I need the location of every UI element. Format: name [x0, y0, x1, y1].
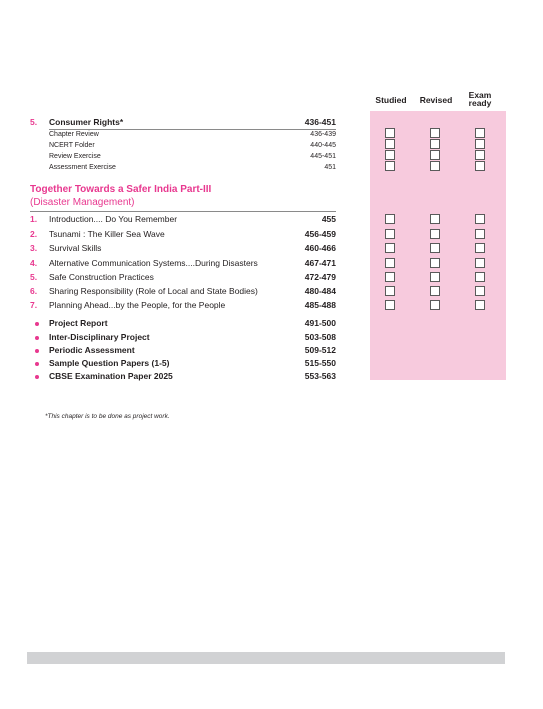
progress-checkbox[interactable] — [475, 286, 485, 296]
progress-checkbox[interactable] — [385, 214, 395, 224]
progress-checkbox[interactable] — [430, 150, 440, 160]
column-header-studied: Studied — [375, 95, 407, 105]
unit-pages: 460-466 — [304, 243, 336, 253]
extra-title: CBSE Examination Paper 2025 — [49, 371, 173, 381]
bullet-icon — [35, 372, 39, 376]
unit-pages: 472-479 — [304, 272, 336, 282]
part-title: Together Towards a Safer India Part-III — [30, 184, 212, 195]
sub-topic-row[interactable] — [49, 164, 336, 174]
progress-checkbox[interactable] — [475, 139, 485, 149]
unit-title: Sharing Responsibility (Role of Local and State Bodies) — [49, 286, 258, 296]
progress-checkbox[interactable] — [385, 150, 395, 160]
unit-pages: 485-488 — [304, 300, 336, 310]
extra-title: Project Report — [49, 318, 108, 328]
chapter-5-pages: 436-451 — [304, 117, 336, 127]
unit-pages: 480-484 — [304, 286, 336, 296]
unit-row[interactable] — [30, 229, 336, 241]
unit-number: 1. — [30, 214, 38, 224]
column-header-revised: Revised — [419, 95, 453, 105]
progress-checkbox[interactable] — [385, 161, 395, 171]
progress-checkbox[interactable] — [385, 243, 395, 253]
sub-topic-row[interactable] — [49, 153, 336, 163]
progress-checkbox[interactable] — [430, 272, 440, 282]
part-divider — [30, 211, 336, 212]
chapter-5-divider — [49, 129, 336, 130]
chapter-5-title: Consumer Rights* — [49, 117, 124, 127]
unit-row[interactable] — [30, 272, 336, 284]
sub-topic-title: Assessment Exercise — [49, 164, 116, 171]
progress-checkbox[interactable] — [430, 300, 440, 310]
unit-number: 2. — [30, 229, 38, 239]
progress-checkbox[interactable] — [475, 214, 485, 224]
unit-row[interactable] — [30, 214, 336, 226]
extra-pages: 491-500 — [304, 318, 336, 328]
unit-row[interactable] — [30, 300, 336, 312]
unit-title: Planning Ahead...by the People, for the People — [49, 300, 226, 310]
progress-checkbox[interactable] — [430, 243, 440, 253]
extra-title: Periodic Assessment — [49, 345, 135, 355]
bullet-icon — [35, 319, 39, 323]
extra-row[interactable] — [30, 332, 336, 344]
unit-number: 4. — [30, 258, 38, 268]
unit-row[interactable] — [30, 286, 336, 298]
extra-pages: 509-512 — [304, 345, 336, 355]
progress-checkbox[interactable] — [430, 229, 440, 239]
progress-checkbox[interactable] — [385, 286, 395, 296]
progress-checkbox[interactable] — [430, 161, 440, 171]
progress-checkbox[interactable] — [430, 286, 440, 296]
column-header-exam-line2: ready — [468, 98, 492, 108]
sub-topic-row[interactable] — [49, 142, 336, 152]
progress-checkbox[interactable] — [430, 258, 440, 268]
progress-checkbox[interactable] — [475, 243, 485, 253]
sub-topic-pages: 436-439 — [310, 131, 336, 138]
extra-pages: 553-563 — [304, 371, 336, 381]
unit-row[interactable] — [30, 243, 336, 255]
unit-title: Survival Skills — [49, 243, 102, 253]
progress-checkbox[interactable] — [385, 128, 395, 138]
chapter-5-number: 5. — [30, 117, 38, 127]
unit-title: Safe Construction Practices — [49, 272, 154, 282]
sub-topic-pages: 445-451 — [310, 153, 336, 160]
sub-topic-title: Review Exercise — [49, 153, 101, 160]
progress-checkbox[interactable] — [385, 139, 395, 149]
sub-topic-pages: 440-445 — [310, 142, 336, 149]
part-subtitle: (Disaster Management) — [30, 197, 135, 208]
progress-checkbox[interactable] — [475, 272, 485, 282]
sub-topic-pages: 451 — [324, 164, 336, 171]
extra-title: Inter-Disciplinary Project — [49, 332, 150, 342]
progress-checkbox[interactable] — [430, 139, 440, 149]
extra-row[interactable] — [30, 358, 336, 370]
progress-checkbox[interactable] — [385, 229, 395, 239]
sub-topic-title: Chapter Review — [49, 131, 99, 138]
unit-row[interactable] — [30, 258, 336, 270]
progress-checkbox[interactable] — [475, 300, 485, 310]
unit-number: 3. — [30, 243, 38, 253]
progress-checkbox[interactable] — [385, 300, 395, 310]
progress-checkbox[interactable] — [385, 272, 395, 282]
footnote: *This chapter is to be done as project work. — [45, 413, 170, 420]
unit-pages: 456-459 — [304, 229, 336, 239]
unit-title: Alternative Communication Systems....During Disasters — [49, 258, 258, 268]
bullet-icon — [35, 346, 39, 350]
unit-number: 7. — [30, 300, 38, 310]
sub-topic-title: NCERT Folder — [49, 142, 95, 149]
extra-pages: 515-550 — [304, 358, 336, 368]
bullet-icon — [35, 333, 39, 337]
chapter-5-row[interactable] — [30, 117, 336, 129]
unit-number: 6. — [30, 286, 38, 296]
progress-checkbox[interactable] — [475, 229, 485, 239]
extra-row[interactable] — [30, 371, 336, 383]
extra-row[interactable] — [30, 345, 336, 357]
bullet-icon — [35, 359, 39, 363]
unit-pages: 467-471 — [304, 258, 336, 268]
progress-checkbox[interactable] — [430, 214, 440, 224]
progress-checkbox[interactable] — [475, 128, 485, 138]
unit-pages: 455 — [321, 214, 336, 224]
unit-number: 5. — [30, 272, 38, 282]
extra-pages: 503-508 — [304, 332, 336, 342]
progress-checkbox[interactable] — [430, 128, 440, 138]
progress-checkbox[interactable] — [385, 258, 395, 268]
column-header-exam-line1: Exam — [468, 90, 492, 100]
footer-bar — [27, 652, 505, 664]
progress-checkbox[interactable] — [475, 258, 485, 268]
sub-topic-row[interactable] — [49, 131, 336, 141]
unit-title: Introduction.... Do You Remember — [49, 214, 178, 224]
unit-title: Tsunami : The Killer Sea Wave — [49, 229, 165, 239]
column-header-exam-ready — [461, 91, 499, 107]
progress-checkbox[interactable] — [475, 161, 485, 171]
extra-row[interactable] — [30, 318, 336, 330]
extra-title: Sample Question Papers (1-5) — [49, 358, 170, 368]
progress-checkbox[interactable] — [475, 150, 485, 160]
